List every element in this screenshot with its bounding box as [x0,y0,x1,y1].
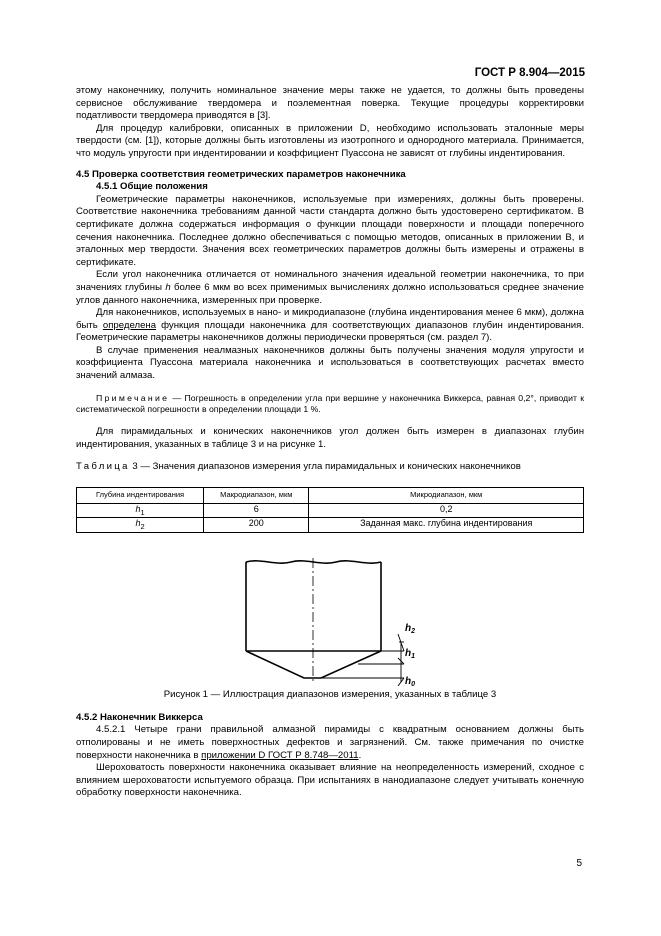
paragraph: Для пирамидальных и конических наконечников угол должен быть измерен в диапазонах глубин индентирования, указанных в таблице 3 и на рисунке 1. [76,426,584,450]
note: Примечание — Погрешность в определении угла при вершине у наконечника Виккерса, равная 0,2°, приводит к систематической погрешности в определении площади 1 %. [76,392,584,415]
table-3 [76,487,584,533]
paragraph: этому наконечнику, получить номинальное значение меры также не удается, то должны быть проведены сервисное обслуживание твердомера и поэлементная поверка. Текущие процедуры корректировки податливости твердомера приводятся в [3]. [76,85,584,122]
table-cell: Заданная макс. глубина индентирования [309,518,584,533]
indenter-tip [246,651,381,678]
page-number: 5 [576,858,582,869]
table-header: Микродиапазон, мкм [309,488,584,504]
subsection-heading-4-5-1: 4.5.1 Общие положения [96,181,208,193]
paragraph: Геометрические параметры наконечников, используемые при измерениях, должны быть проверены. Соответствие наконечника требованиям данной части стандарта должно быть удостоверено сертификатом. В сертификате должна содержаться информация о функции площади поверхности и площади поперечного сечения наконечника. Последнее должно обеспечиваться с помощью методов, описанных в приложении B, и эталонных мер твердости. Значения всех геометрических параметров должны быть измерены и отражены в сертификате. [76,193,584,268]
figure-1 [76,558,584,686]
table-label: Таблица [76,461,130,473]
break-line [246,561,381,563]
symbol-h: h [165,281,171,293]
figure-caption: Рисунок 1 — Иллюстрация диапазонов измерения, указанных в таблице 3 [163,689,497,701]
table-header: Макродиапазон, мкм [204,488,309,504]
paragraph: Для процедур калибровки, описанных в приложении D, необходимо использовать эталонные меры твердости (см. [1]), которые должны быть изготовлены из изотропного и однородного материала. Принимается, что модуль упругости при индентировании и коэффициент Пуассона не зависят от глубины индентирования. [76,122,584,159]
page-body [76,85,584,800]
label-h2: $h_2$ [405,623,416,636]
paragraph: Для наконечников, используемых в нано- и микродиапазоне (глубина индентирования менее 6 мкм), должна быть определена функция площади наконечника для соответствующих диапазонов глубин индентирования. Геометрические параметры наконечников должны периодически проверяться (см. раздел 7). [76,307,585,344]
note-label: Примечание [96,392,170,403]
label-h1: $h_1$ [405,648,416,661]
section-heading-4-5: 4.5 Проверка соответствия геометрических параметров наконечника [76,168,406,180]
indenter-diagram [76,558,584,686]
subsection-heading-4-5-2: 4.5.2 Наконечник Виккерса [76,711,203,723]
paragraph: Шероховатость поверхности наконечника оказывает влияние на неопределенность измерений, сходное с влиянием шероховатости испытуемого образца. При испытаниях в нанодиапазоне следует учитывать конечную обработку поверхности наконечника. [76,762,584,799]
underlined-term: определена [102,319,157,331]
table-cell: 200 [204,518,309,533]
table-caption: Таблица 3 — Значения диапазонов измерения угла пирамидальных и конических наконечников [76,461,521,473]
label-h0: $h_0$ [405,676,416,687]
paragraph: Если угол наконечника отличается от номинального значения идеальной геометрии наконечника, то при значениях глубины h более 6 мкм во всех применимых вычислениях должно использоваться среднее значение углов данного наконечника, измеренных при проверке. [76,269,584,306]
document-header: ГОСТ Р 8.904—2015 [474,67,585,79]
table-cell: $h_1$ [77,503,204,518]
table-row [77,503,584,518]
paragraph: В случае применения неалмазных наконечников должны быть получены значения модуля упругости и коэффициента Пуассона материала наконечника и использоваться в соответствующих расчетах вместо значений алмаза. [76,344,584,382]
table-cell: 0,2 [309,503,584,518]
table-cell: 6 [204,503,309,518]
table-cell: $h_2$ [77,518,204,533]
table-row [77,518,584,533]
reference-link[interactable]: приложении D ГОСТ Р 8.748—2011 [201,749,359,761]
paragraph: 4.5.2.1 Четыре грани правильной алмазной пирамиды с квадратным основанием должны быть отполированы и не иметь поверхностных дефектов и загрязнений. См. также примечания по очистке поверхности наконечника в приложении D ГОСТ Р 8.748—2011. [76,724,584,761]
table-header: Глубина индентирования [77,488,204,504]
